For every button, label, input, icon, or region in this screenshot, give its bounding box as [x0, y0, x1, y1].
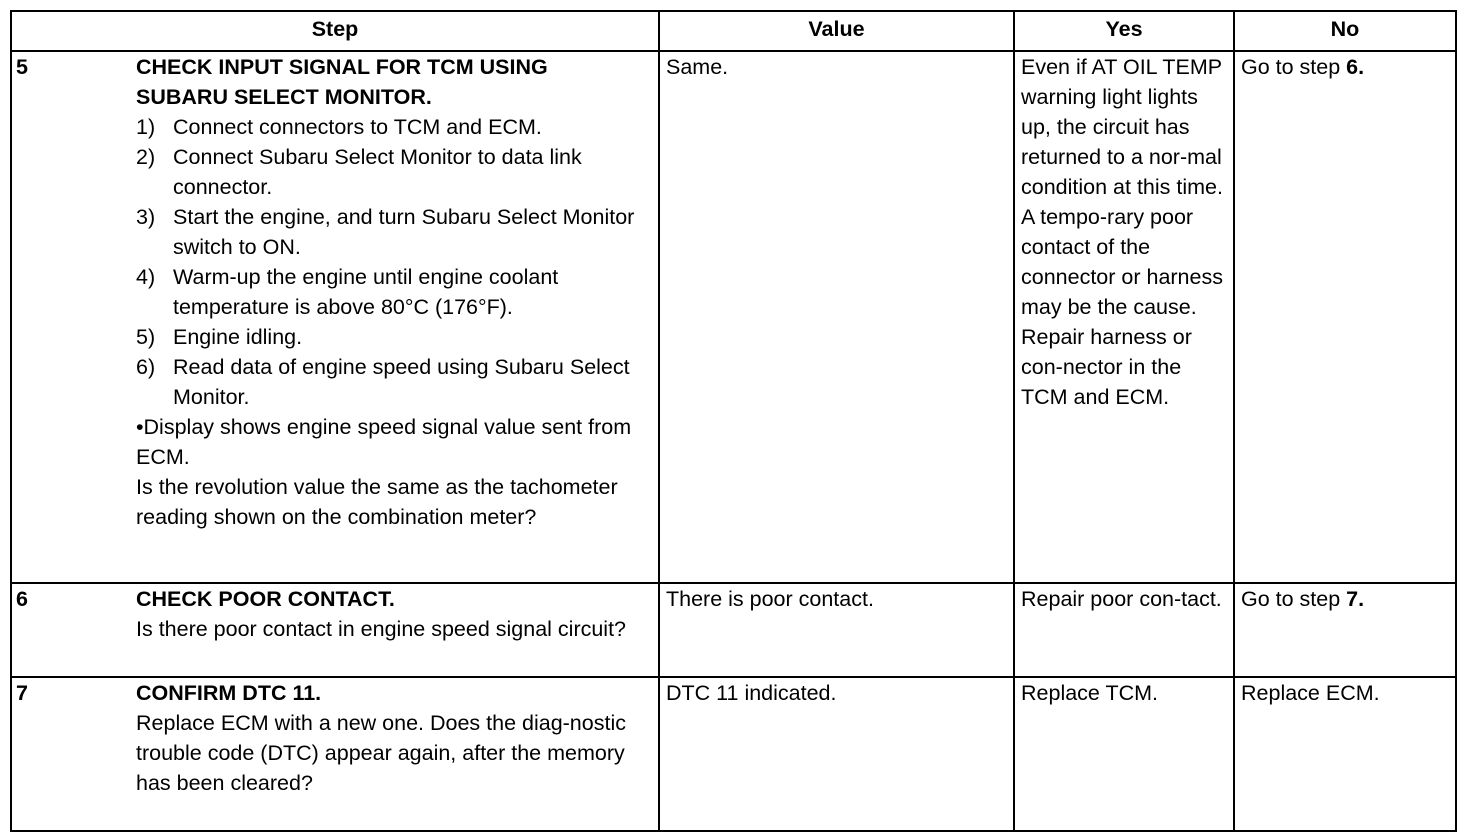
- item-number: 5): [136, 325, 156, 349]
- header-step: Step: [11, 11, 659, 51]
- table-row: [11, 583, 1456, 677]
- step-cell: [11, 583, 659, 677]
- item-number: 2): [136, 145, 156, 169]
- step-number: 6: [16, 587, 28, 611]
- item-number: 3): [136, 205, 156, 229]
- item-text: Read data of engine speed using Subaru Select Monitor.: [173, 355, 630, 409]
- header-row: [11, 11, 1456, 51]
- item-text: Connect Subaru Select Monitor to data link connector.: [173, 145, 582, 199]
- no-step-ref: 7.: [1346, 587, 1365, 611]
- list-item: [136, 352, 652, 412]
- step-question: Is there poor contact in engine speed signal circuit?: [136, 617, 627, 641]
- item-text: Connect connectors to TCM and ECM.: [173, 115, 542, 139]
- no-cell: [1234, 51, 1456, 583]
- value-cell: Same.: [659, 51, 1014, 583]
- no-text: Go to step: [1241, 55, 1347, 79]
- item-text: Start the engine, and turn Subaru Select Monitor switch to ON.: [173, 205, 635, 259]
- yes-cell: Replace TCM.: [1014, 677, 1234, 831]
- step-number: 7: [16, 681, 28, 705]
- no-text: Go to step: [1241, 587, 1347, 611]
- item-text: Engine idling.: [173, 325, 303, 349]
- table-row: [11, 677, 1456, 831]
- yes-cell: Repair poor con-tact.: [1014, 583, 1234, 677]
- no-cell: [1234, 583, 1456, 677]
- step-note: •Display shows engine speed signal value sent from ECM.: [136, 415, 632, 469]
- value-cell: DTC 11 indicated.: [659, 677, 1014, 831]
- instruction-list: [136, 112, 652, 412]
- no-cell: Replace ECM.: [1234, 677, 1456, 831]
- step-cell: [11, 51, 659, 583]
- header-no: No: [1234, 11, 1456, 51]
- step-title-cont: SUBARU SELECT MONITOR.: [136, 85, 432, 109]
- step-question: Replace ECM with a new one. Does the diag-nostic trouble code (DTC) appear again, after the memory has been cleared?: [136, 711, 626, 795]
- header-value: Value: [659, 11, 1014, 51]
- list-item: [136, 262, 652, 322]
- step-cell: [11, 677, 659, 831]
- step-title: CONFIRM DTC 11.: [136, 681, 322, 705]
- diagnostic-table: [10, 10, 1457, 832]
- list-item: [136, 202, 652, 262]
- step-title: CHECK POOR CONTACT.: [136, 587, 395, 611]
- item-number: 4): [136, 265, 156, 289]
- header-yes: Yes: [1014, 11, 1234, 51]
- yes-cell: Even if AT OIL TEMP warning light lights up, the circuit has returned to a nor-mal condition at this time. A tempo-rary poor contact of the connector or harness may be the cause. Repair harness or con-nector in the TCM and ECM.: [1014, 51, 1234, 583]
- item-number: 6): [136, 355, 156, 379]
- table-row: [11, 51, 1456, 583]
- list-item: [136, 112, 652, 142]
- step-question: Is the revolution value the same as the tachometer reading shown on the combination meter?: [136, 475, 618, 529]
- list-item: [136, 322, 652, 352]
- item-text: Warm-up the engine until engine coolant temperature is above 80°C (176°F).: [173, 265, 559, 319]
- item-number: 1): [136, 115, 156, 139]
- list-item: [136, 142, 652, 202]
- value-cell: There is poor contact.: [659, 583, 1014, 677]
- step-number: 5: [16, 55, 28, 79]
- step-title: CHECK INPUT SIGNAL FOR TCM USING: [136, 55, 548, 79]
- no-step-ref: 6.: [1346, 55, 1365, 79]
